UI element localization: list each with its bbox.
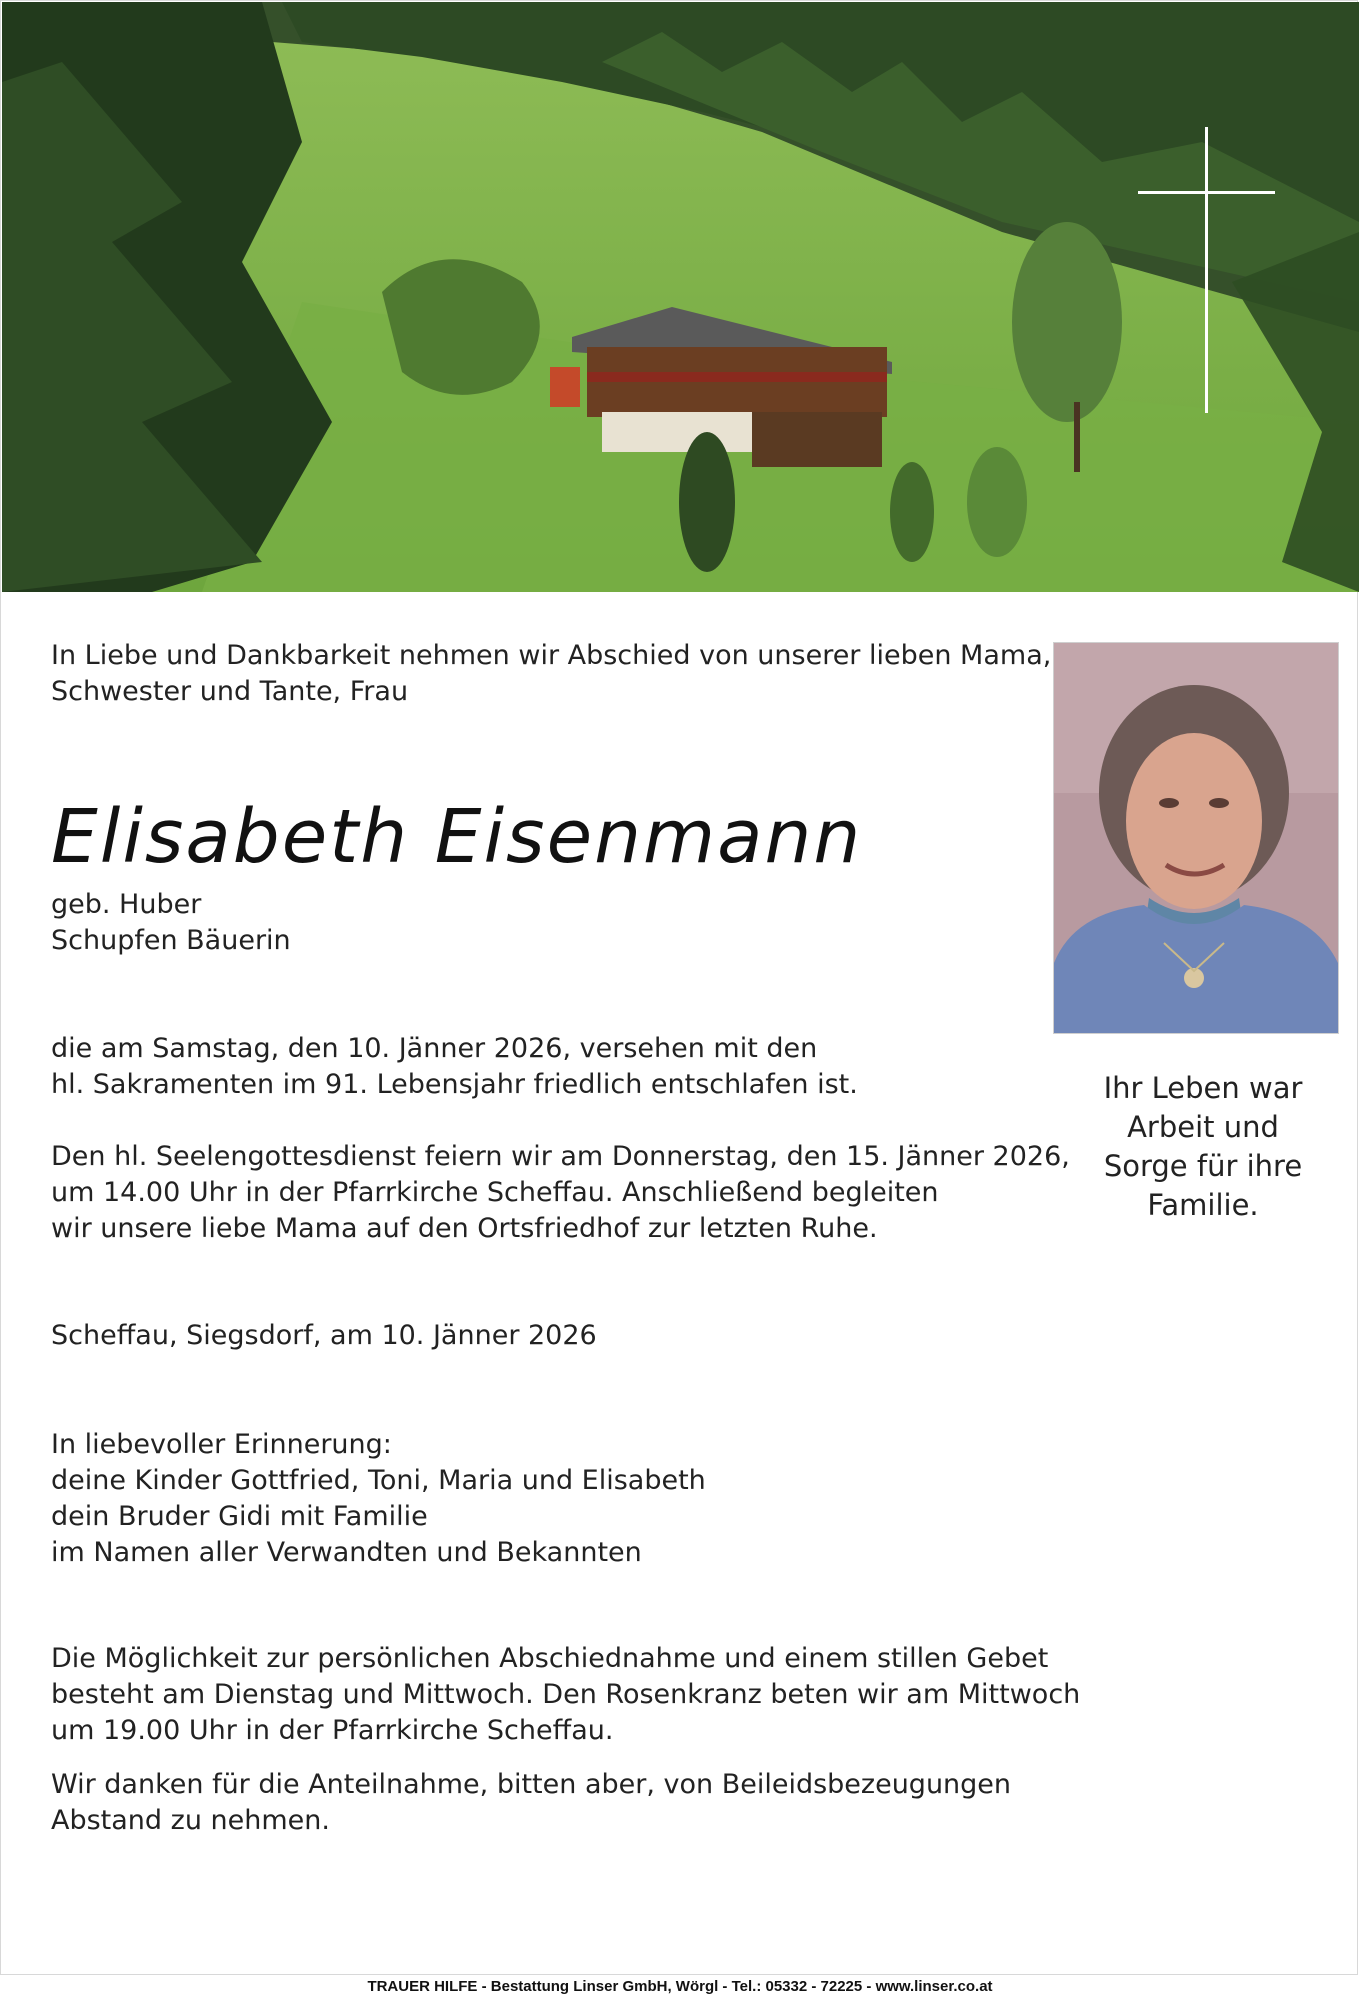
funeral-home-footer: TRAUER HILFE - Bestattung Linser GmbH, Wörgl - Tel.: 05332 - 72225 - www.linser.co.at — [367, 1978, 993, 1995]
wake-line: um 19.00 Uhr in der Pfarrkirche Scheffau. — [51, 1715, 614, 1746]
deceased-title: Schupfen Bäuerin — [51, 925, 291, 956]
service-line: um 14.00 Uhr in der Pfarrkirche Scheffau. Anschließend begleiten — [51, 1177, 939, 1208]
mourners-list — [51, 1427, 706, 1571]
mourners-line: im Namen aller Verwandten und Bekannten — [51, 1537, 642, 1568]
service-line: Den hl. Seelengottesdienst feiern wir am Donnerstag, den 15. Jänner 2026, — [51, 1141, 1070, 1172]
portrait-photo — [1053, 642, 1339, 1034]
wake-line: Die Möglichkeit zur persönlichen Abschiednahme und einem stillen Gebet — [51, 1643, 1049, 1674]
death-notice-line: hl. Sakramenten im 91. Lebensjahr friedlich entschlafen ist. — [51, 1069, 858, 1100]
wake-info — [51, 1641, 1081, 1749]
quote-line: Sorge für ihre — [1103, 1149, 1303, 1183]
mourners-line: deine Kinder Gottfried, Toni, Maria und Elisabeth — [51, 1465, 706, 1496]
quote-line: Arbeit und — [1127, 1110, 1279, 1144]
thanks-note — [51, 1767, 1051, 1839]
header-landscape-photo — [2, 2, 1359, 592]
thanks-line: Abstand zu nehmen. — [51, 1805, 330, 1836]
cross-horizontal-bar — [1138, 191, 1275, 194]
service-info — [51, 1139, 1071, 1247]
quote-line: Familie. — [1147, 1188, 1259, 1222]
place-date: Scheffau, Siegsdorf, am 10. Jänner 2026 — [51, 1320, 597, 1351]
intro-text — [51, 638, 1052, 710]
intro-line: Schwester und Tante, Frau — [51, 676, 409, 707]
thanks-line: Wir danken für die Anteilnahme, bitten aber, von Beileidsbezeugungen — [51, 1769, 1012, 1800]
death-notice-line: die am Samstag, den 10. Jänner 2026, versehen mit den — [51, 1033, 818, 1064]
cross-vertical-bar — [1205, 127, 1208, 413]
deceased-details — [51, 887, 291, 959]
deceased-name: Elisabeth Eisenmann — [51, 794, 863, 880]
death-notice — [51, 1031, 1051, 1103]
quote-line: Ihr Leben war — [1103, 1071, 1303, 1105]
birth-name: geb. Huber — [51, 889, 202, 920]
memorial-quote — [1081, 1069, 1325, 1225]
service-line: wir unsere liebe Mama auf den Ortsfriedhof zur letzten Ruhe. — [51, 1213, 878, 1244]
mourners-line: In liebevoller Erinnerung: — [51, 1429, 392, 1460]
mourners-line: dein Bruder Gidi mit Familie — [51, 1501, 428, 1532]
wake-line: besteht am Dienstag und Mittwoch. Den Rosenkranz beten wir am Mittwoch — [51, 1679, 1081, 1710]
intro-line: In Liebe und Dankbarkeit nehmen wir Abschied von unserer lieben Mama, — [51, 640, 1052, 671]
